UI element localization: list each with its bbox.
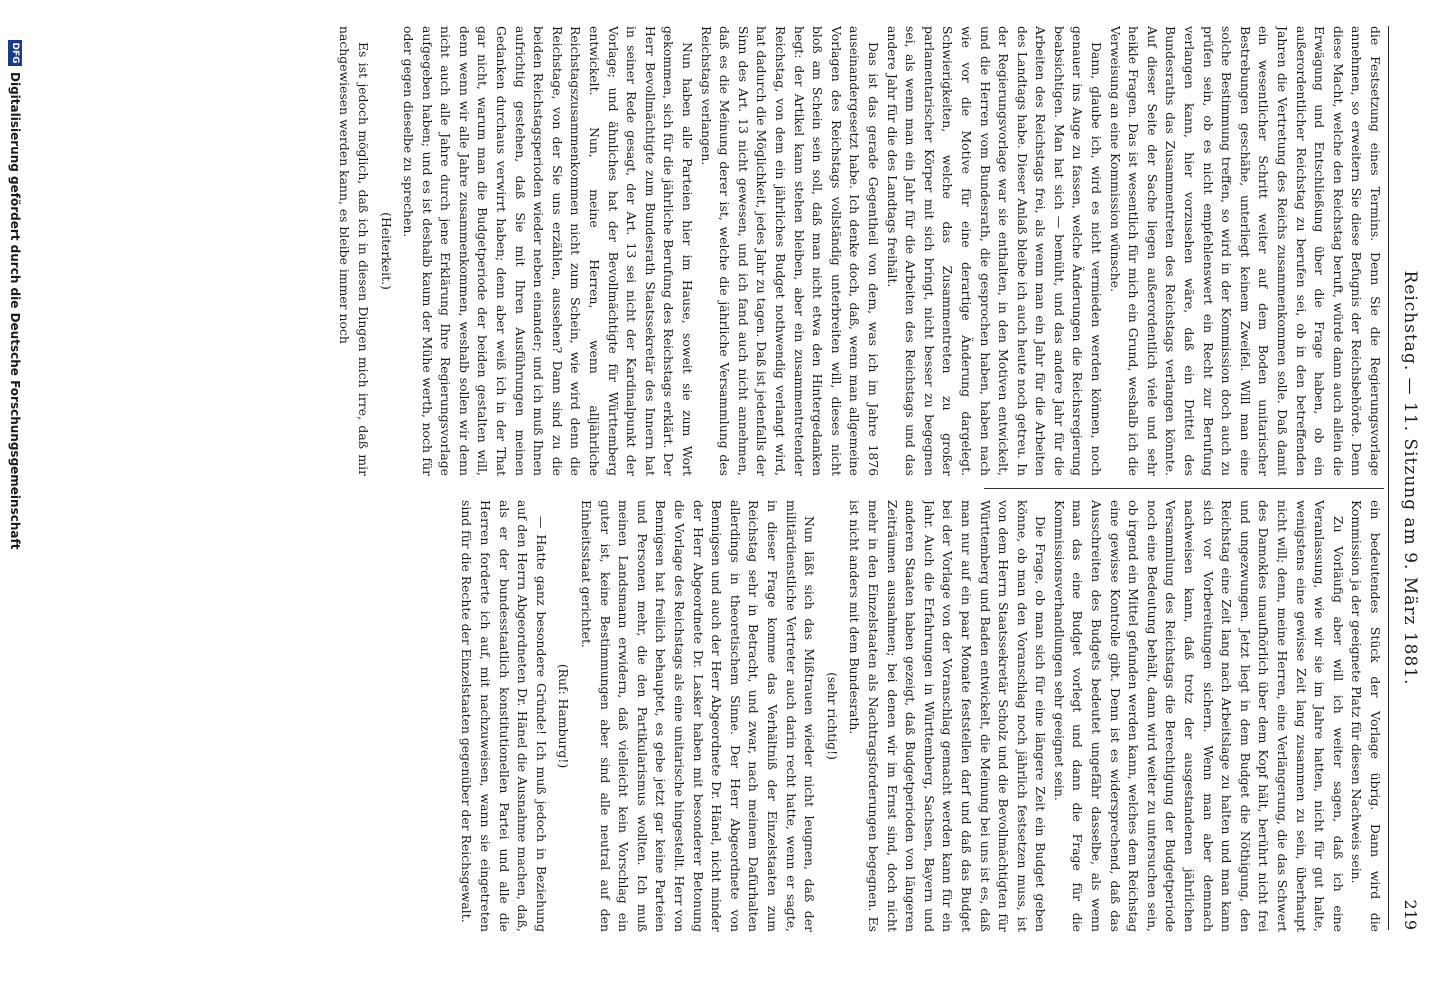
left-paragraph: Es ist jedoch möglich, daß ich in diesen Dingen mich irre, daß mir nachgewiesen werden kann, es bleibe immer noch xyxy=(337,26,371,476)
column-divider xyxy=(984,488,1384,489)
interjection: (Ruf: Hamburg!) xyxy=(556,663,572,769)
right-paragraph: Die Frage, ob man sich für eine längere Zeit ein Budget geben könne, ob man den Voranschlag noch jährlich festsetzen muss, ist von dem Herrn Staatssekretär Scholz und die Bevollmächtigten für Württemberg und Baden entwickelt, die Meinung bei uns ist es, daß man nur auf ein paar Monate feststellen darf und daß das Budget bei der Vorlage von der Voranschlag gemacht werden kann für ein Jahr. Auch die Erfahrungen in Württemberg, Sachsen, Bayern und anderen Staaten haben gezeigt, daß Budgetperioden von längeren Zeiträumen ausnahmen; bei denen wir im Ernst sind, doch nicht mehr in den Einzelstaaten als Nachtragsforderungen begegnen. Es ist nicht anders mit dem Bundesrath. xyxy=(847,500,1049,932)
right-paragraph: — Hatte ganz besondere Gründe! Ich muß jedoch in Beziehung auf den Herrn Abgeordneten Dr. Hänel die Ausnahme machen, daß, als er der bundesstaatlich konstitutionellen Partei und alle die Herren forderte ich auf, mit nachzuweisen, wann sie eingetreten sind für die Rechte der Einzelstaaten gegenüber der Reichsgewalt. xyxy=(459,500,549,932)
interjection: (Heiterkeit.) xyxy=(378,212,394,290)
digitization-credit xyxy=(8,40,22,549)
left-paragraph: die Festsetzung eines Termins. Denn Sie die Regierungsvorlage annehmen, so erweitern Sie diese Befugnis der Reichsbehörde. Denn diese Macht, welche den Reichstag beruft, würde dann auch allein die Erwägung und Entschließung über die Frage haben, ob ein außerordentlicher Reichstag zu berufen sei, ob in den betreffenden Jahren die Vertretung des Reichs zusammenkommen solle. Daß damit ein wesentlicher Schritt weiter auf dem Boden unitarischer Bestrebungen geschähe, unterliegt keinem Zweifel. Will man eine solche Bestimmung treffen, so wird in der Kommission doch auch zu prüfen sein, ob es nicht empfehlenswert ein Recht zur Berufung verlangen kann, hier vorzusehen wäre, daß ein Drittel des Bundesraths das Zusammentreten des Reichstags verlangen könnte. Auf dieser Seite der Sache liegen außerordentlich viele und sehr heikle Fragen. Das ist wesentlich für mich ein Grund, weshalb ich die Verweisung an eine Kommission wünsche. xyxy=(1107,26,1383,476)
left-paragraph: Das ist das gerade Gegentheil von dem, was ich im Jahre 1876 auseinandergesetzt habe. Ich denke doch, daß, wenn man allgemeine Vorlagen des Reichstags vollständig unterbreiten will, dieses nicht bloß am Schein sein soll, daß man nicht etwa den Hintergedanken hegt: der Artikel kann stehen bleiben, aber ein zusammentretender Reichstag, von dem ein jährliches Budget nothwendig verlangt wird, hat dadurch die Möglichkeit, jedes Jahr zu tagen. Daß ist jedenfalls der Sinn des Art. 13 nicht gewesen, und ich fand auch nicht annehmen, daß es die Meinung derer ist, welche die jährliche Versammlung des Reichstags verlangen. xyxy=(698,26,881,476)
right-paragraph: Nun läßt sich das Mißtrauen wieder nicht leugnen, daß der militärdienstliche Vertreter auch darin recht hatte, wenn er sagte, in dieser Frage komme das Verhältniß der Einzelstaaten zum Reichstag sehr in Betracht, und zwar, nach meinem Dafürhalten allerdings in theoretischem Sinne. Der Herr Abgeordnete von Bennigsen und auch der Herr Abgeordnete Dr. Hänel, nicht minder der Herr Abgeordnete Dr. Lasker haben mit besonderer Betonung die Vorlage des Reichstags als eine unitarische hingestellt. Herr von Bennigsen hat freilich behauptet, es gebe jetzt gar keine Parteien und Personen mehr, die den Partikularismus wollten. Ich muß meinen Landsmann erwidern, daß vielleicht kein Vorschlag ein guter ist, keine Bestimmungen aber sind alle neutral auf den Einheitsstaat gerichtet. xyxy=(579,500,818,932)
left-paragraph: Nun haben alle Parteien hier im Hause, soweit sie zum Wort gekommen, sich für die jährliche Berufung des Reichstags erklärt. Der Herr Bevollmächtigte zum Bundesrath Staatssekretär des Innern hat in seiner Rede gesagt, der Art. 13 sei nicht der Kardinalpunkt der Vorlage; und ähnliches hat der Bevollmächtigte für Württemberg entwickelt. Nun, meine Herren, wenn alljährliche Reichstagszusammenkommen nicht zum Schein, wie wird denn die Reichstage, von der Sie uns erzählen, aussehen? Dann sind zu die beiden Reichstagsperioden wieder neben einander; und ich muß Ihnen aufrichtig gestehen, daß Sie mit Ihren Ausführungen meinen Gedanken durchaus verwirrt haben; denn aber weiß ich in der That gar nicht, warum man die Budgetperiode der beiden gestalten will, denn wenn wir alle Jahre zusammenkommen, weshalb sollen wir denn nicht auch alle Jahre durch jene Erklärung Ihre Regierungsvorlage aufgegeben haben; und es ist deshalb kaum der Mühe werth, noch für oder gegen dieselbe zu sprechen. xyxy=(401,26,696,476)
interjection: (sehr richtig!) xyxy=(824,672,840,760)
left-column xyxy=(128,26,1384,476)
right-column xyxy=(128,500,1384,932)
dfg-logo: DFG xyxy=(8,40,22,66)
page-header xyxy=(1392,26,1432,930)
page-number: 219 xyxy=(1401,899,1420,930)
credit-text: Digitalisierung gefördert durch die Deutsche Forschungsgemeinschaft xyxy=(8,72,22,550)
left-paragraph: Dann, glaube ich, wird es nicht vermieden werden können, noch genauer ins Auge zu fassen, welche Änderungen die Reichsregierung beabsichtigen. Man hat sich — bemüht, und das andere Jahr für die Arbeiten des Reichstags frei, als wenn man ein Jahr für die Arbeiten des Landtags habe. Dieser Anlaß bleibe ich auch heute noch getreu. In der Regierungsvorlage war sie enthalten, in den Motiven entwickelt, und die Herren vom Bundesrath, die gesprochen haben, haben nach wie vor die Motive für eine derartige Änderung dargelegt. Schwierigkeiten, welche das Zusammentreten zu großer parlamentarischer Körper mit sich bringt, nicht besser zu begegnen sei, als wenn man ein Jahr für die Arbeiten des Reichstags und das andere Jahr für die des Landtags freihält. xyxy=(884,26,1105,476)
header-rule xyxy=(1388,26,1389,930)
right-paragraph: Zu Vorläufig aber will ich weiter sagen, daß ich eine Veranlassung, wie wir sie im Jahre hatten, nicht für gut halte, wenigstens eine gewisse Zeit lang zusammen zu sein, überhaupt nicht will; denn, meine Herren, eine Verlängerung, die das Schwert des Damokles unaufhörlich über dem Kopf hält, berührt nicht frei und ungezwungen. Jetzt liegt in dem Budget die Nöthigung, den Reichstag eine Zeit lang nach Arbeitslage zu halten und man kann sich vor Vorbereitungen sichern. Wenn man aber demnach nachweisen kann, daß trotz der ausgestandenen jährlichen Versammlung des Reichstags die Berechtigung der Budgetperiode noch eine Bedeutung behält, dann wird weiter zu untersuchen sein, ob irgend ein Mittel gefunden werden kann, welches dem Reichstag eine gewisse Kontrolle gibt. Denn ist es widersprechend, daß das Ausschreiten des Budgets bedeutet ungefähr dasselbe, als wenn man das eine Budget vorlegt und dann die Frage für die Kommissionsverhandlungen sehr geeignet sein. xyxy=(1051,500,1346,932)
running-head: Reichstag. — 11. Sitzung am 9. März 1881. xyxy=(1400,270,1420,686)
right-paragraph: ein bedeutendes Stück der Vorlage übrig. Dann wird die Kommission ja der geeignete Platz für diesen Nachweis sein. xyxy=(1349,500,1383,932)
